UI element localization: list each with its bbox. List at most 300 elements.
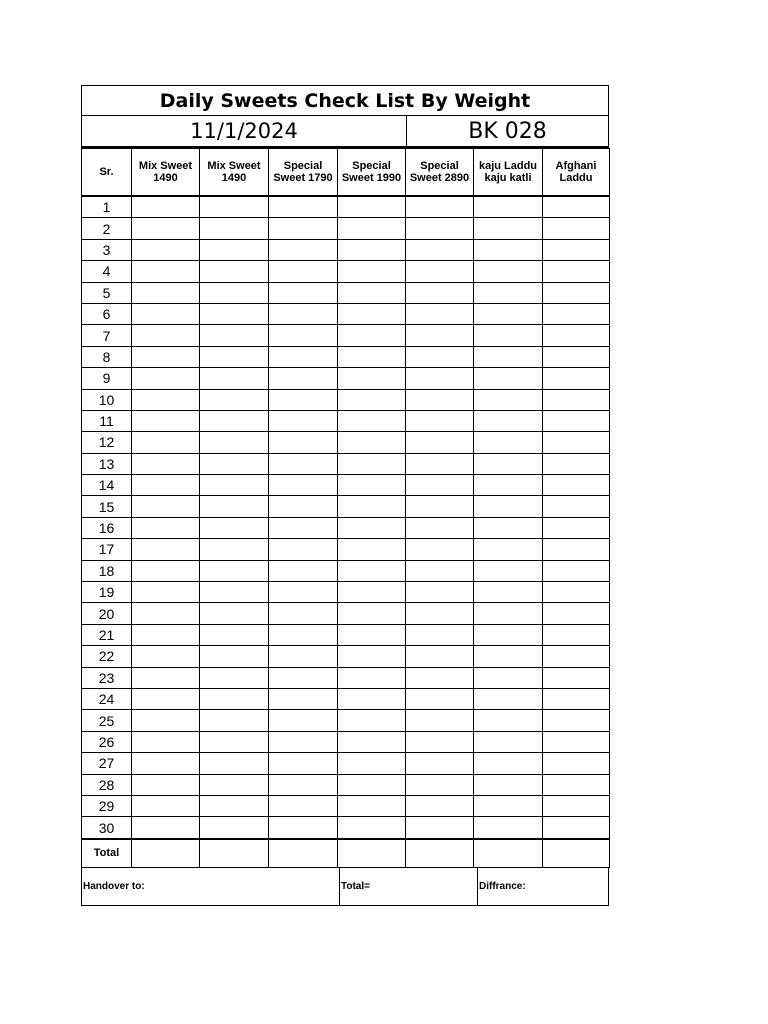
weight-entry-cell[interactable] xyxy=(338,282,406,303)
column-header xyxy=(543,149,610,197)
serial-number-cell: 11 xyxy=(82,410,132,431)
column-header-line1: Sr. xyxy=(99,166,114,178)
weight-entry-cell[interactable] xyxy=(474,774,543,795)
weight-entry-cell[interactable] xyxy=(474,196,543,218)
weight-entry-cell[interactable] xyxy=(269,517,338,538)
weight-entry-cell[interactable] xyxy=(269,646,338,667)
table-row xyxy=(82,817,610,839)
table-row xyxy=(82,667,610,688)
serial-number-cell: 19 xyxy=(82,582,132,603)
weight-entry-cell[interactable] xyxy=(406,346,474,367)
weight-entry-cell[interactable] xyxy=(474,603,543,624)
weight-entry-cell[interactable] xyxy=(406,368,474,389)
weight-entry-cell[interactable] xyxy=(474,539,543,560)
weight-entry-cell[interactable] xyxy=(543,496,610,517)
table-row xyxy=(82,603,610,624)
weight-entry-cell[interactable] xyxy=(338,368,406,389)
weight-entry-cell[interactable] xyxy=(474,410,543,431)
weight-entry-cell[interactable] xyxy=(200,795,269,816)
weight-entry-cell[interactable] xyxy=(338,410,406,431)
weight-entry-cell[interactable] xyxy=(474,646,543,667)
weight-entry-cell[interactable] xyxy=(543,603,610,624)
serial-number-cell: 4 xyxy=(82,261,132,282)
weight-entry-cell[interactable] xyxy=(474,453,543,474)
weight-entry-cell[interactable] xyxy=(474,346,543,367)
table-row xyxy=(82,517,610,538)
table-row xyxy=(82,303,610,324)
weight-entry-cell[interactable] xyxy=(132,261,200,282)
table-row xyxy=(82,475,610,496)
weight-entry-cell[interactable] xyxy=(132,710,200,731)
weight-entry-cell[interactable] xyxy=(200,389,269,410)
weight-entry-cell[interactable] xyxy=(269,325,338,346)
difference-field[interactable]: Diffrance: xyxy=(479,880,526,892)
weight-entry-cell[interactable] xyxy=(269,710,338,731)
weight-entry-cell[interactable] xyxy=(200,496,269,517)
weight-entry-cell[interactable] xyxy=(338,688,406,709)
weight-entry-cell[interactable] xyxy=(406,667,474,688)
weight-entry-cell[interactable] xyxy=(132,646,200,667)
weight-entry-cell[interactable] xyxy=(200,688,269,709)
weight-entry-cell[interactable] xyxy=(132,753,200,774)
weight-entry-cell[interactable] xyxy=(269,774,338,795)
weight-entry-cell[interactable] xyxy=(269,368,338,389)
weight-entry-cell[interactable] xyxy=(132,603,200,624)
weight-entry-cell[interactable] xyxy=(132,475,200,496)
weight-entry-cell[interactable] xyxy=(200,239,269,260)
table-row xyxy=(82,731,610,752)
weight-entry-cell[interactable] xyxy=(132,817,200,839)
weight-entry-cell[interactable] xyxy=(200,196,269,218)
weight-entry-cell[interactable] xyxy=(543,368,610,389)
weight-entry-cell[interactable] xyxy=(200,624,269,645)
weight-entry-cell[interactable] xyxy=(200,282,269,303)
weight-entry-cell[interactable] xyxy=(406,389,474,410)
date-cell[interactable]: 11/1/2024 xyxy=(82,116,407,146)
weight-entry-cell[interactable] xyxy=(200,646,269,667)
weight-entry-cell[interactable] xyxy=(406,603,474,624)
weight-entry-cell[interactable] xyxy=(474,795,543,816)
weight-entry-cell[interactable] xyxy=(406,282,474,303)
column-header-line1: kaju Laddu xyxy=(478,160,538,172)
weight-entry-cell[interactable] xyxy=(200,667,269,688)
weight-entry-cell[interactable] xyxy=(474,710,543,731)
weight-entry-cell[interactable] xyxy=(132,667,200,688)
column-header-sr xyxy=(82,149,132,197)
weight-entry-cell[interactable] xyxy=(406,303,474,324)
weight-entry-cell[interactable] xyxy=(269,196,338,218)
column-header-line2: Sweet 1790 xyxy=(273,172,333,184)
table-row xyxy=(82,325,610,346)
weight-entry-cell[interactable] xyxy=(474,432,543,453)
column-total-cell[interactable] xyxy=(474,839,543,868)
weight-entry-cell[interactable] xyxy=(406,731,474,752)
serial-number-cell: 30 xyxy=(82,817,132,839)
weight-entry-cell[interactable] xyxy=(338,475,406,496)
serial-number-cell: 2 xyxy=(82,218,132,239)
weight-entry-cell[interactable] xyxy=(338,517,406,538)
weight-entry-cell[interactable] xyxy=(132,303,200,324)
weight-entry-cell[interactable] xyxy=(132,517,200,538)
column-header xyxy=(132,149,200,197)
weight-entry-cell[interactable] xyxy=(200,753,269,774)
weight-entry-cell[interactable] xyxy=(406,560,474,581)
column-header xyxy=(406,149,474,197)
column-header-line1: Mix Sweet xyxy=(138,160,193,172)
serial-number-cell: 12 xyxy=(82,432,132,453)
column-header-line1: Mix Sweet xyxy=(207,160,261,172)
weight-entry-cell[interactable] xyxy=(543,646,610,667)
serial-number-cell: 10 xyxy=(82,389,132,410)
serial-number-cell: 29 xyxy=(82,795,132,816)
table-row xyxy=(82,346,610,367)
weight-entry-cell[interactable] xyxy=(543,731,610,752)
table-row xyxy=(82,239,610,260)
weight-entry-cell[interactable] xyxy=(200,325,269,346)
weight-entry-cell[interactable] xyxy=(543,475,610,496)
weight-entry-cell[interactable] xyxy=(338,496,406,517)
weight-entry-cell[interactable] xyxy=(543,582,610,603)
serial-number-cell: 27 xyxy=(82,753,132,774)
footer-row xyxy=(81,868,609,906)
weight-entry-cell[interactable] xyxy=(474,667,543,688)
weight-entry-cell[interactable] xyxy=(406,218,474,239)
weight-entry-cell[interactable] xyxy=(132,496,200,517)
table-row xyxy=(82,753,610,774)
weight-entry-cell[interactable] xyxy=(338,560,406,581)
weight-entry-cell[interactable] xyxy=(338,539,406,560)
weight-entry-cell[interactable] xyxy=(543,667,610,688)
column-header xyxy=(200,149,269,197)
weight-entry-cell[interactable] xyxy=(132,624,200,645)
table-row xyxy=(82,453,610,474)
weight-entry-cell[interactable] xyxy=(406,539,474,560)
weight-entry-cell[interactable] xyxy=(474,731,543,752)
serial-number-cell: 21 xyxy=(82,624,132,645)
weight-entry-cell[interactable] xyxy=(269,560,338,581)
table-row xyxy=(82,261,610,282)
table-row xyxy=(82,624,610,645)
table-row xyxy=(82,539,610,560)
weight-entry-cell[interactable] xyxy=(269,282,338,303)
weight-entry-cell[interactable] xyxy=(338,218,406,239)
weight-entry-cell[interactable] xyxy=(406,453,474,474)
weight-entry-cell[interactable] xyxy=(543,795,610,816)
weight-entry-cell[interactable] xyxy=(338,389,406,410)
weight-entry-cell[interactable] xyxy=(474,496,543,517)
weight-entry-cell[interactable] xyxy=(474,688,543,709)
weight-entry-cell[interactable] xyxy=(543,710,610,731)
table-row xyxy=(82,582,610,603)
weight-entry-cell[interactable] xyxy=(200,368,269,389)
weight-entry-cell[interactable] xyxy=(406,496,474,517)
weight-entry-cell[interactable] xyxy=(132,346,200,367)
weight-entry-cell[interactable] xyxy=(543,325,610,346)
weight-entry-cell[interactable] xyxy=(132,218,200,239)
weight-entry-cell[interactable] xyxy=(543,688,610,709)
weight-entry-cell[interactable] xyxy=(200,475,269,496)
weight-entry-cell[interactable] xyxy=(338,453,406,474)
weight-entry-cell[interactable] xyxy=(406,795,474,816)
date-code-row xyxy=(81,115,609,148)
weight-entry-cell[interactable] xyxy=(132,282,200,303)
weight-entry-cell[interactable] xyxy=(200,218,269,239)
weight-entry-cell[interactable] xyxy=(474,325,543,346)
weight-entry-cell[interactable] xyxy=(200,560,269,581)
weight-entry-cell[interactable] xyxy=(338,261,406,282)
weight-entry-cell[interactable] xyxy=(406,774,474,795)
weight-entry-cell[interactable] xyxy=(269,475,338,496)
weight-entry-cell[interactable] xyxy=(406,432,474,453)
weight-entry-cell[interactable] xyxy=(338,603,406,624)
weight-entry-cell[interactable] xyxy=(543,753,610,774)
weight-entry-cell[interactable] xyxy=(132,539,200,560)
weight-entry-cell[interactable] xyxy=(269,817,338,839)
weight-entry-cell[interactable] xyxy=(338,432,406,453)
weight-entry-cell[interactable] xyxy=(269,731,338,752)
weight-entry-cell[interactable] xyxy=(406,325,474,346)
weight-entry-cell[interactable] xyxy=(338,774,406,795)
serial-number-cell: 3 xyxy=(82,239,132,260)
weight-entry-cell[interactable] xyxy=(200,731,269,752)
serial-number-cell: 6 xyxy=(82,303,132,324)
table-row xyxy=(82,410,610,431)
weight-entry-cell[interactable] xyxy=(543,196,610,218)
serial-number-cell: 26 xyxy=(82,731,132,752)
weight-entry-cell[interactable] xyxy=(543,303,610,324)
weight-entry-cell[interactable] xyxy=(132,325,200,346)
total-row xyxy=(82,839,610,868)
column-header-line1: Special xyxy=(283,160,323,172)
weight-entry-cell[interactable] xyxy=(269,539,338,560)
sheet-title: Daily Sweets Check List By Weight xyxy=(81,85,609,115)
weight-entry-cell[interactable] xyxy=(132,795,200,816)
weight-entry-cell[interactable] xyxy=(132,731,200,752)
total-label: Total xyxy=(82,839,132,868)
table-row xyxy=(82,710,610,731)
weight-entry-cell[interactable] xyxy=(474,218,543,239)
table-row xyxy=(82,218,610,239)
weight-entry-cell[interactable] xyxy=(406,688,474,709)
weight-entry-cell[interactable] xyxy=(338,624,406,645)
weight-entry-cell[interactable] xyxy=(406,582,474,603)
weight-entry-cell[interactable] xyxy=(474,239,543,260)
weight-entry-cell[interactable] xyxy=(132,453,200,474)
weight-entry-cell[interactable] xyxy=(132,368,200,389)
weight-entry-cell[interactable] xyxy=(338,667,406,688)
weight-entry-cell[interactable] xyxy=(269,496,338,517)
weight-entry-cell[interactable] xyxy=(543,346,610,367)
serial-number-cell: 8 xyxy=(82,346,132,367)
column-total-cell[interactable] xyxy=(269,839,338,868)
weight-entry-cell[interactable] xyxy=(132,432,200,453)
weight-entry-cell[interactable] xyxy=(269,346,338,367)
weight-entry-cell[interactable] xyxy=(338,710,406,731)
weight-entry-cell[interactable] xyxy=(474,389,543,410)
weight-entry-cell[interactable] xyxy=(200,303,269,324)
weight-entry-cell[interactable] xyxy=(338,239,406,260)
weight-entry-cell[interactable] xyxy=(200,817,269,839)
weight-entry-cell[interactable] xyxy=(269,410,338,431)
weight-entry-cell[interactable] xyxy=(474,582,543,603)
weight-entry-cell[interactable] xyxy=(406,410,474,431)
weight-entry-cell[interactable] xyxy=(269,795,338,816)
column-header-line2: Laddu xyxy=(559,172,593,184)
weight-entry-cell[interactable] xyxy=(269,582,338,603)
weight-entry-cell[interactable] xyxy=(338,731,406,752)
weight-entry-cell[interactable] xyxy=(543,453,610,474)
handover-field[interactable]: Handover to: xyxy=(82,868,340,905)
weight-entry-cell[interactable] xyxy=(338,582,406,603)
weight-entry-cell[interactable] xyxy=(269,603,338,624)
column-total-cell[interactable] xyxy=(338,839,406,868)
weight-entry-cell[interactable] xyxy=(200,261,269,282)
table-row xyxy=(82,432,610,453)
weight-entry-cell[interactable] xyxy=(543,624,610,645)
weight-entry-cell[interactable] xyxy=(200,517,269,538)
table-row xyxy=(82,795,610,816)
weight-entry-cell[interactable] xyxy=(543,218,610,239)
serial-number-cell: 5 xyxy=(82,282,132,303)
weight-entry-cell[interactable] xyxy=(269,667,338,688)
weight-entry-cell[interactable] xyxy=(474,753,543,774)
column-total-cell[interactable] xyxy=(200,839,269,868)
weight-entry-cell[interactable] xyxy=(200,603,269,624)
weight-entry-cell[interactable] xyxy=(338,196,406,218)
serial-number-cell: 28 xyxy=(82,774,132,795)
column-header-line2: Sweet 2890 xyxy=(409,172,470,184)
column-header xyxy=(269,149,338,197)
weight-entry-cell[interactable] xyxy=(406,239,474,260)
column-header-line1: Special xyxy=(420,160,459,172)
checklist-sheet xyxy=(81,85,609,906)
weight-entry-cell[interactable] xyxy=(474,560,543,581)
weight-entry-cell[interactable] xyxy=(269,453,338,474)
weight-entry-cell[interactable] xyxy=(269,218,338,239)
weight-entry-cell[interactable] xyxy=(474,517,543,538)
weight-entry-cell[interactable] xyxy=(200,432,269,453)
weight-entry-cell[interactable] xyxy=(269,239,338,260)
grand-total-field[interactable]: Total= xyxy=(340,868,478,905)
serial-number-cell: 7 xyxy=(82,325,132,346)
table-row xyxy=(82,560,610,581)
weight-entry-cell[interactable] xyxy=(269,432,338,453)
weight-entry-cell[interactable] xyxy=(474,368,543,389)
table-row xyxy=(82,196,610,218)
column-header-line2: 1490 xyxy=(153,172,178,184)
column-total-cell[interactable] xyxy=(406,839,474,868)
weight-entry-cell[interactable] xyxy=(338,817,406,839)
weight-entry-cell[interactable] xyxy=(474,282,543,303)
serial-number-cell: 18 xyxy=(82,560,132,581)
weight-entry-cell[interactable] xyxy=(474,303,543,324)
weight-entry-cell[interactable] xyxy=(338,753,406,774)
serial-number-cell: 16 xyxy=(82,517,132,538)
weight-table xyxy=(81,148,610,868)
weight-entry-cell[interactable] xyxy=(269,261,338,282)
weight-entry-cell[interactable] xyxy=(406,624,474,645)
column-header-line2: 1490 xyxy=(221,172,247,184)
weight-entry-cell[interactable] xyxy=(406,517,474,538)
weight-entry-cell[interactable] xyxy=(543,774,610,795)
weight-entry-cell[interactable] xyxy=(338,795,406,816)
column-header-line1: Special xyxy=(352,160,391,172)
weight-entry-cell[interactable] xyxy=(269,303,338,324)
weight-entry-cell[interactable] xyxy=(406,817,474,839)
column-total-cell[interactable] xyxy=(132,839,200,868)
weight-entry-cell[interactable] xyxy=(543,539,610,560)
weight-entry-cell[interactable] xyxy=(132,239,200,260)
column-header xyxy=(474,149,543,197)
weight-entry-cell[interactable] xyxy=(406,646,474,667)
weight-entry-cell[interactable] xyxy=(474,261,543,282)
weight-entry-cell[interactable] xyxy=(543,817,610,839)
weight-entry-cell[interactable] xyxy=(406,753,474,774)
weight-entry-cell[interactable] xyxy=(200,774,269,795)
table-row xyxy=(82,389,610,410)
weight-entry-cell[interactable] xyxy=(269,688,338,709)
weight-entry-cell[interactable] xyxy=(200,582,269,603)
weight-entry-cell[interactable] xyxy=(200,410,269,431)
weight-entry-cell[interactable] xyxy=(338,346,406,367)
serial-number-cell: 20 xyxy=(82,603,132,624)
weight-entry-cell[interactable] xyxy=(543,389,610,410)
weight-entry-cell[interactable] xyxy=(132,196,200,218)
weight-entry-cell[interactable] xyxy=(132,560,200,581)
weight-entry-cell[interactable] xyxy=(474,624,543,645)
weight-entry-cell[interactable] xyxy=(474,817,543,839)
weight-entry-cell[interactable] xyxy=(406,475,474,496)
weight-entry-cell[interactable] xyxy=(132,774,200,795)
weight-entry-cell[interactable] xyxy=(200,453,269,474)
weight-entry-cell[interactable] xyxy=(406,710,474,731)
weight-entry-cell[interactable] xyxy=(132,688,200,709)
weight-entry-cell[interactable] xyxy=(132,389,200,410)
weight-entry-cell[interactable] xyxy=(269,389,338,410)
table-row xyxy=(82,688,610,709)
table-row xyxy=(82,282,610,303)
weight-entry-cell[interactable] xyxy=(406,196,474,218)
weight-entry-cell[interactable] xyxy=(200,710,269,731)
weight-entry-cell[interactable] xyxy=(338,303,406,324)
weight-entry-cell[interactable] xyxy=(132,410,200,431)
weight-entry-cell[interactable] xyxy=(474,475,543,496)
weight-entry-cell[interactable] xyxy=(543,410,610,431)
weight-entry-cell[interactable] xyxy=(269,624,338,645)
branch-code-cell[interactable]: BK 028 xyxy=(468,118,547,144)
weight-entry-cell[interactable] xyxy=(269,753,338,774)
weight-entry-cell[interactable] xyxy=(543,282,610,303)
weight-entry-cell[interactable] xyxy=(543,261,610,282)
weight-entry-cell[interactable] xyxy=(338,646,406,667)
column-total-cell[interactable] xyxy=(543,839,610,868)
column-header-line2: kaju katli xyxy=(484,172,532,184)
weight-entry-cell[interactable] xyxy=(543,239,610,260)
weight-entry-cell[interactable] xyxy=(543,560,610,581)
weight-entry-cell[interactable] xyxy=(543,517,610,538)
weight-entry-cell[interactable] xyxy=(338,325,406,346)
column-header xyxy=(338,149,406,197)
weight-entry-cell[interactable] xyxy=(132,582,200,603)
weight-entry-cell[interactable] xyxy=(200,539,269,560)
table-row xyxy=(82,368,610,389)
serial-number-cell: 17 xyxy=(82,539,132,560)
serial-number-cell: 25 xyxy=(82,710,132,731)
weight-entry-cell[interactable] xyxy=(200,346,269,367)
serial-number-cell: 14 xyxy=(82,475,132,496)
weight-entry-cell[interactable] xyxy=(406,261,474,282)
weight-entry-cell[interactable] xyxy=(543,432,610,453)
